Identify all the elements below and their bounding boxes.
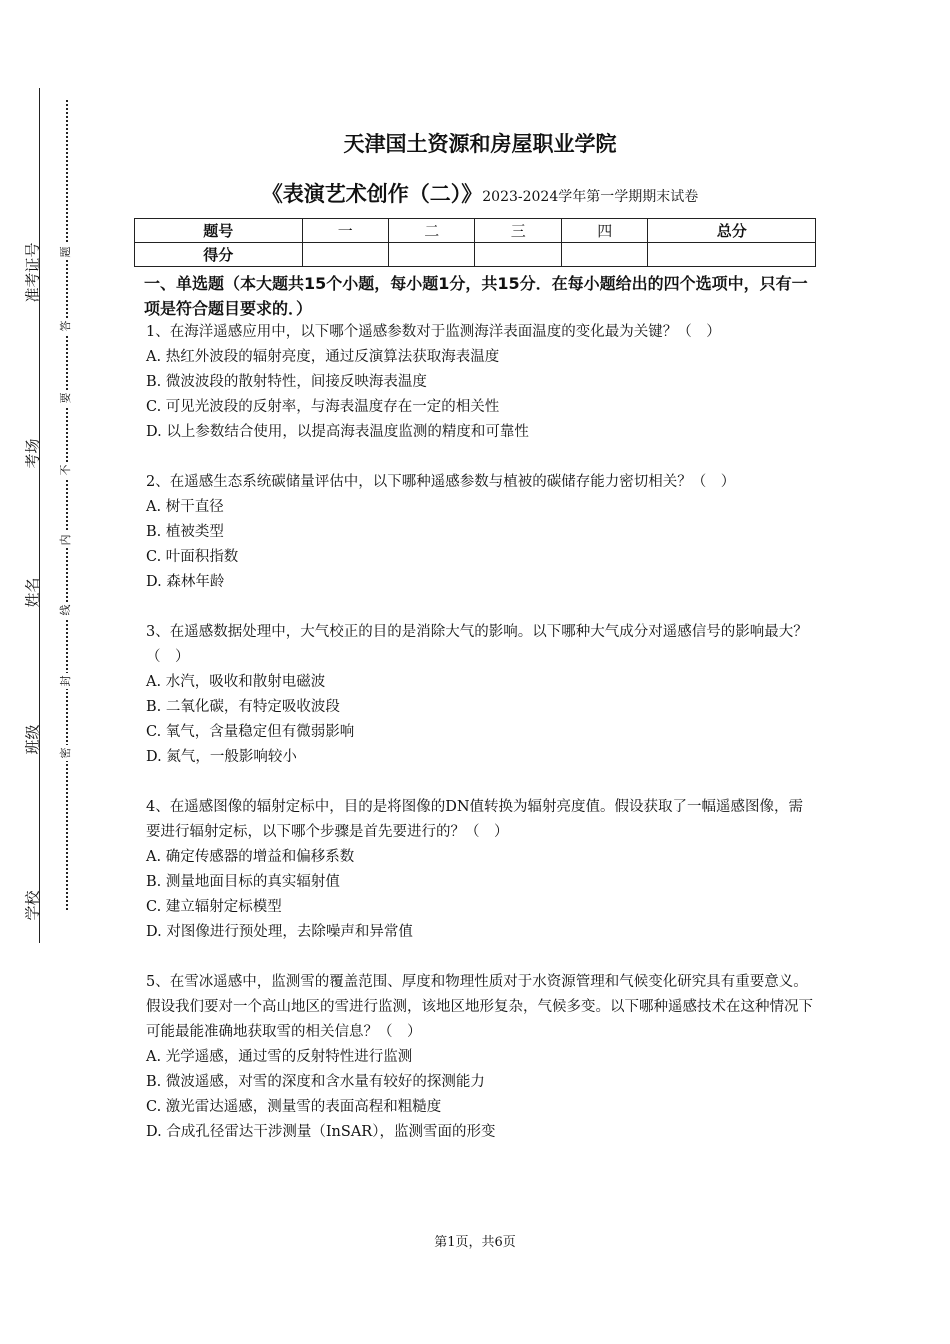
option: C. 建立辐射定标模型 [146,899,282,915]
score-cell: 一 [302,219,388,243]
score-table [134,218,816,267]
option: C. 激光雷达遥感，测量雪的表面高程和粗糙度 [146,1099,442,1115]
score-cell: 四 [561,219,647,243]
score-entry [302,243,388,267]
option: D. 以上参数结合使用，以提高海表温度监测的精度和可靠性 [146,424,529,440]
question-stem: 3、在遥感数据处理中，大气校正的目的是消除大气的影响。以下哪种大气成分对遥感信号的影响最大？（ ） [146,624,808,665]
school-title: 天津国土资源和房屋职业学院 [343,132,617,156]
seal-char: 封 [58,673,74,689]
option: A. 光学遥感，通过雪的反射特性进行监测 [146,1049,413,1065]
option: A. 树干直径 [146,499,224,515]
score-cell: 二 [388,219,474,243]
score-value-row [135,243,816,267]
option: A. 热红外波段的辐射亮度，通过反演算法获取海表温度 [146,349,500,365]
score-cell: 三 [475,219,561,243]
seal-char: 内 [58,532,74,548]
option: B. 测量地面目标的真实辐射值 [146,874,340,890]
question [146,470,816,595]
option: D. 合成孔径雷达干涉测量（InSAR），监测雪面的形变 [146,1124,496,1140]
seal-char: 题 [58,244,74,260]
score-cell: 得分 [135,243,303,267]
option: C. 氧气，含量稳定但有微弱影响 [146,724,355,740]
term-label: 2023-2024学年第一学期期末试卷 [482,189,699,205]
question [146,320,816,445]
option: B. 植被类型 [146,524,224,540]
question [146,620,816,770]
option: A. 水汽，吸收和散射电磁波 [146,674,326,690]
option: D. 对图像进行预处理，去除噪声和异常值 [146,924,413,940]
section-heading: 一、单选题（本大题共15个小题，每小题1分，共15分．在每小题给出的四个选项中，只有一项是符合题目要求的．） [144,274,808,318]
question [146,970,816,1145]
option: C. 可见光波段的反射率，与海表温度存在一定的相关性 [146,399,500,415]
seal-char: 不 [58,462,74,478]
seal-char: 密 [58,745,74,761]
option: B. 微波遥感，对雪的深度和含水量有较好的探测能力 [146,1074,485,1090]
score-cell: 题号 [135,219,303,243]
seal-char: 线 [58,602,74,618]
score-entry [388,243,474,267]
binding-solid-line [39,88,40,943]
question-stem: 5、在雪冰遥感中，监测雪的覆盖范围、厚度和物理性质对于水资源管理和气候变化研究具有重要意义。假设我们要对一个高山地区的雪进行监测，该地区地形复杂，气候多变。以下哪种遥感技术在这种情况下可能最能准确地获取雪的相关信息？（ ） [146,974,813,1040]
option: B. 微波波段的散射特性，间接反映海表温度 [146,374,427,390]
question-stem: 2、在遥感生态系统碳储量评估中，以下哪种遥感参数与植被的碳储存能力密切相关？（ ） [146,474,736,490]
name-label: 姓名 [23,577,42,608]
question-list [146,320,816,1170]
score-entry [648,243,816,267]
option: A. 确定传感器的增益和偏移系数 [146,849,355,865]
score-header-row [135,219,816,243]
option: B. 二氧化碳，有特定吸收波段 [146,699,340,715]
seal-char: 要 [58,390,74,406]
question [146,795,816,945]
binding-margin [0,0,80,1344]
school-label: 学校 [23,890,42,921]
seal-dotted-line [66,100,68,910]
course-name: 《表演艺术创作（二）》 [261,182,483,206]
exam-title [140,178,820,208]
option: C. 叶面积指数 [146,549,239,565]
option: D. 森林年龄 [146,574,225,590]
question-stem: 4、在遥感图像的辐射定标中，目的是将图像的DN值转换为辐射亮度值。假设获取了一幅遥感图像，需要进行辐射定标，以下哪个步骤是首先要进行的？（ ） [146,799,804,840]
class-label: 班级 [23,724,42,755]
score-cell: 总分 [648,219,816,243]
page-footer: 第1页，共6页 [434,1235,516,1250]
seal-char: 答 [58,318,74,334]
option: D. 氮气，一般影响较小 [146,749,297,765]
question-stem: 1、在海洋遥感应用中，以下哪个遥感参数对于监测海洋表面温度的变化最为关键？（ ） [146,324,721,340]
score-entry [475,243,561,267]
exam-room-label: 考场 [23,438,42,469]
exam-number-label: 准考证号 [23,242,42,303]
score-entry [561,243,647,267]
